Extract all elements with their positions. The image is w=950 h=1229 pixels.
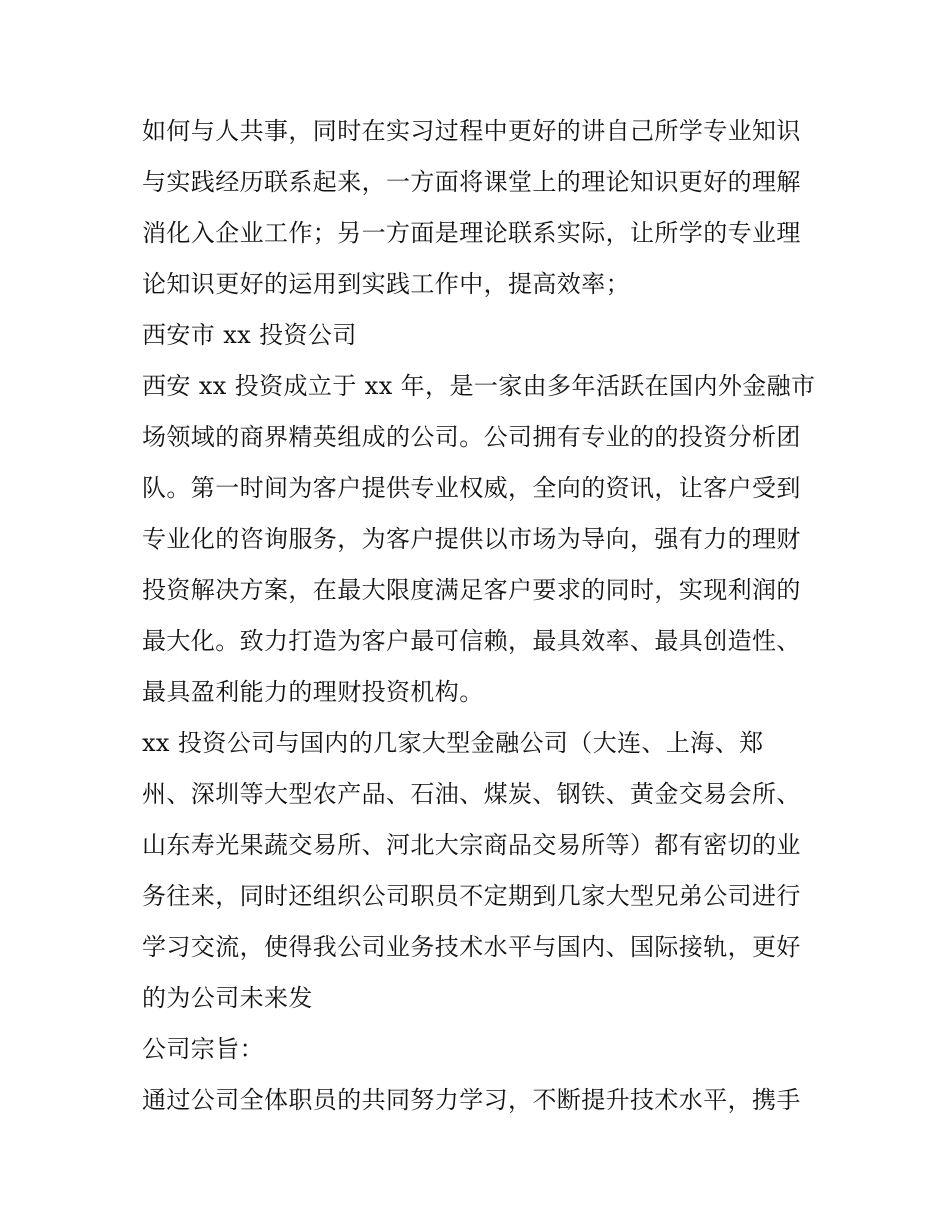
text-line: 最大化。致力打造为客户最可信赖，最具效率、最具创造性、 <box>142 627 801 655</box>
text-line: 通过公司全体职员的共同努力学习，不断提升技术水平，携手 <box>142 1086 801 1114</box>
text-line: 务往来，同时还组织公司职员不定期到几家大型兄弟公司进行 <box>142 882 801 910</box>
text-line: 山东寿光果蔬交易所、河北大宗商品交易所等）都有密切的业 <box>142 831 801 859</box>
text-line: 西安 xx 投资成立于 xx 年，是一家由多年活跃在国内外金融市 <box>142 372 816 400</box>
text-line: 如何与人共事，同时在实习过程中更好的讲自己所学专业知识 <box>142 117 801 145</box>
text-line: 消化入企业工作；另一方面是理论联系实际，让所学的专业理 <box>142 219 801 247</box>
text-line: xx 投资公司与国内的几家大型金融公司（大连、上海、郑 <box>142 729 764 757</box>
section-heading-purpose: 公司宗旨： <box>142 1035 264 1063</box>
text-line: 队。第一时间为客户提供专业权威，全向的资讯，让客户受到 <box>142 474 801 502</box>
text-line: 论知识更好的运用到实践工作中，提高效率； <box>142 270 630 298</box>
text-line: 州、深圳等大型农产品、石油、煤炭、钢铁、黄金交易会所、 <box>142 780 801 808</box>
section-heading-company: 西安市 xx 投资公司 <box>142 321 357 349</box>
text-line: 专业化的咨询服务，为客户提供以市场为导向，强有力的理财 <box>142 525 801 553</box>
text-line: 学习交流，使得我公司业务技术水平与国内、国际接轨，更好 <box>142 933 801 961</box>
text-line: 场领域的商界精英组成的公司。公司拥有专业的的投资分析团 <box>142 423 801 451</box>
text-line: 的为公司未来发 <box>142 984 313 1012</box>
text-line: 投资解决方案，在最大限度满足客户要求的同时，实现利润的 <box>142 576 801 604</box>
text-line: 与实践经历联系起来，一方面将课堂上的理论知识更好的理解 <box>142 168 801 196</box>
document-body <box>142 106 822 1126</box>
text-line: 最具盈利能力的理财投资机构。 <box>142 678 484 706</box>
